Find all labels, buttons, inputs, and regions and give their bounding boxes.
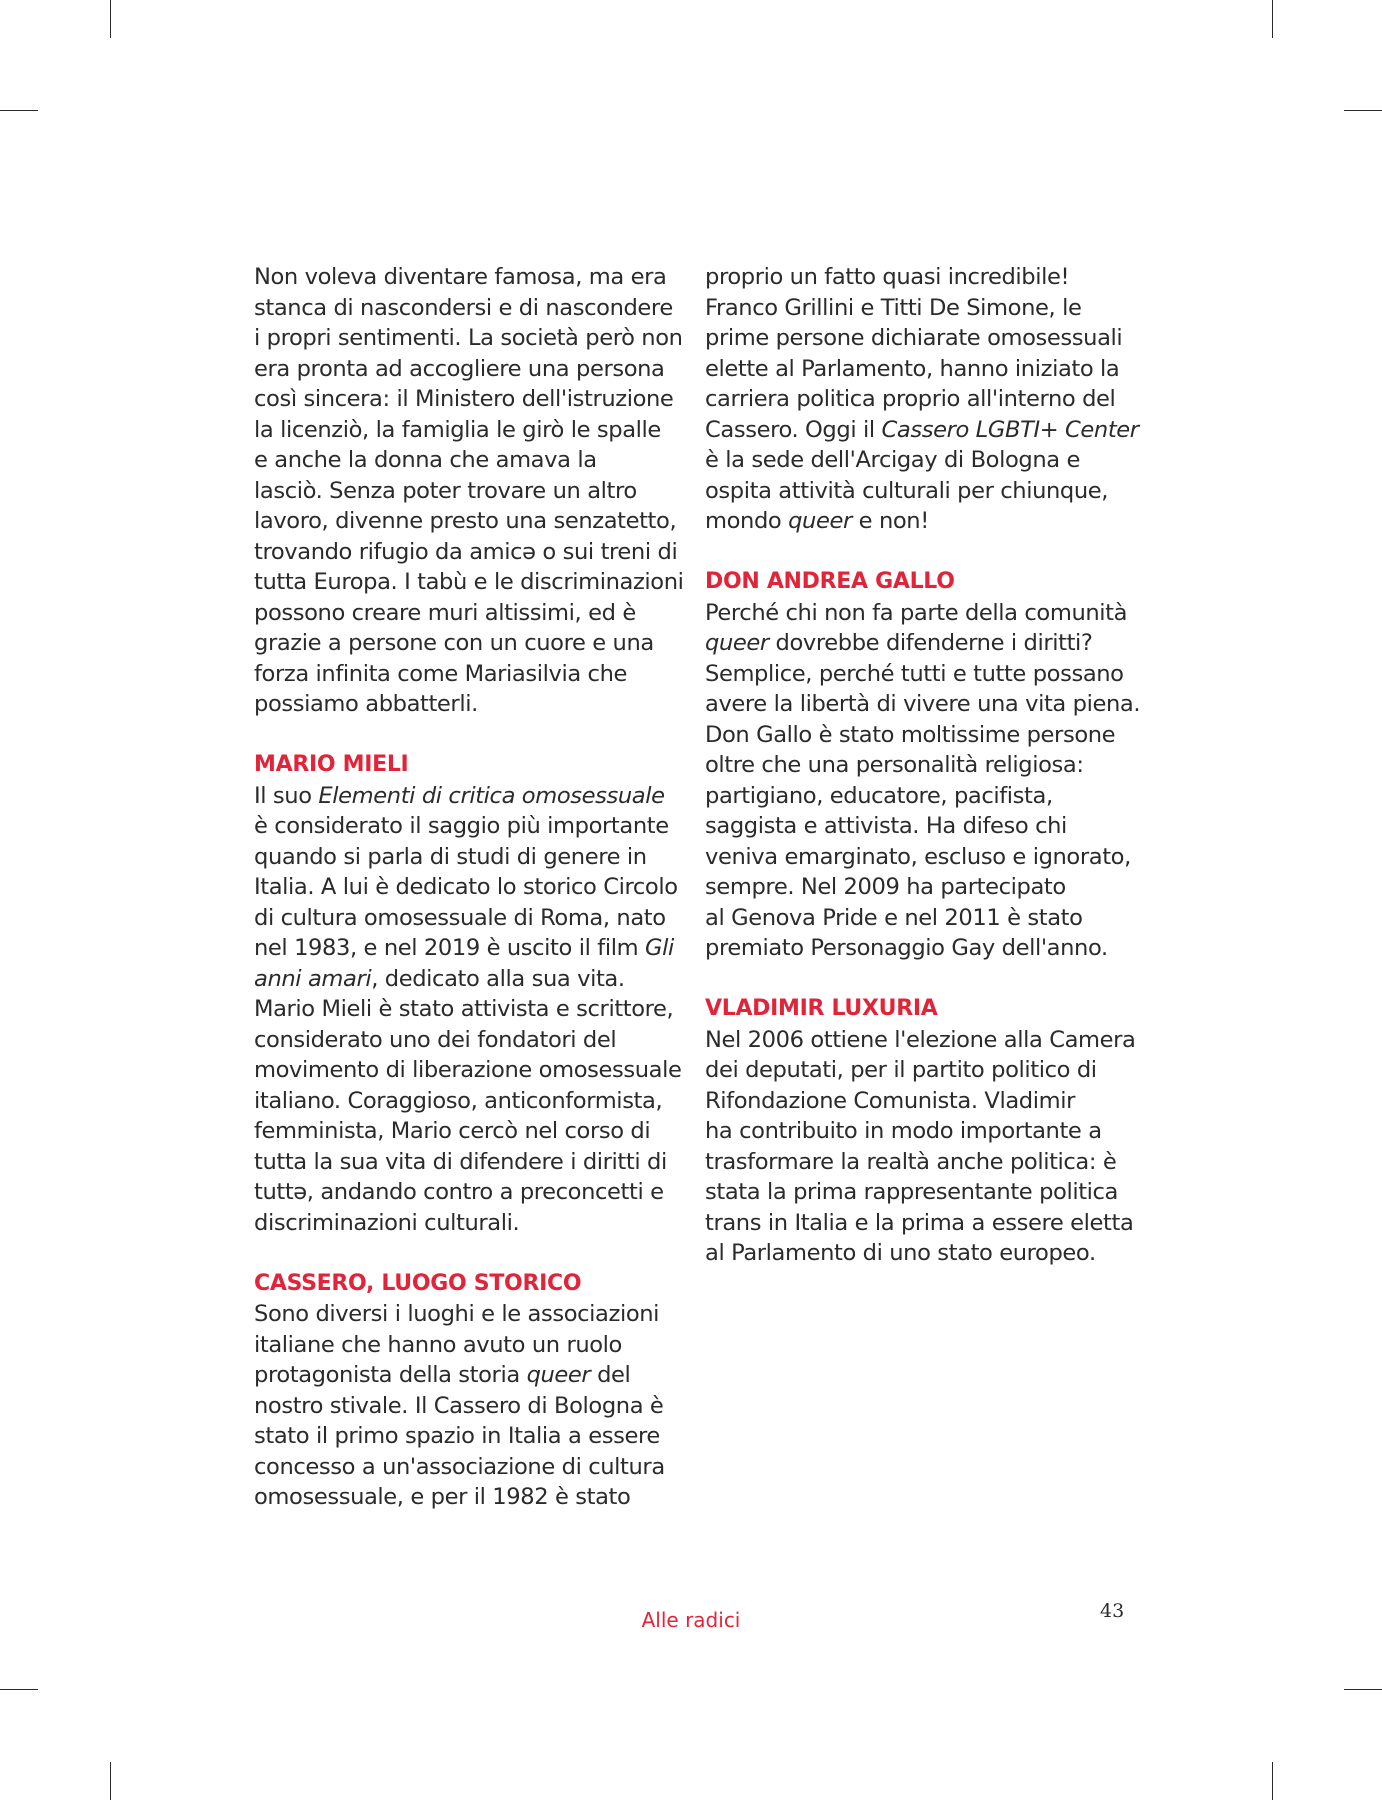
text-line: concesso a un'associazione di cultura bbox=[254, 1453, 665, 1480]
text-line: Semplice, perché tutti e tutte possano bbox=[705, 660, 1124, 687]
section-mario-mieli bbox=[254, 750, 684, 1238]
text-line: stata la prima rappresentante politica bbox=[705, 1179, 1119, 1205]
text-line: discriminazioni culturali. bbox=[254, 1209, 520, 1236]
section-heading: MARIO MIELI bbox=[254, 752, 409, 777]
text-line: possiamo abbatterli. bbox=[254, 691, 478, 717]
text-line: nel 1983, e nel 2019 è uscito il film Gli bbox=[254, 935, 674, 961]
text-line: Don Gallo è stato moltissime persone bbox=[705, 721, 1116, 748]
text-line: Il suo Elementi di critica omosessuale bbox=[254, 782, 665, 809]
running-footer-title: Alle radici bbox=[641, 1608, 741, 1632]
text-line: veniva emarginato, escluso e ignorato, bbox=[705, 843, 1131, 870]
text-line: proprio un fatto quasi incredibile! bbox=[705, 264, 1070, 290]
text-line: movimento di liberazione omosessuale bbox=[254, 1057, 682, 1083]
text-line: protagonista della storia queer del bbox=[254, 1362, 631, 1388]
crop-mark bbox=[110, 0, 111, 38]
text-line: carriera politica proprio all'interno del bbox=[705, 386, 1116, 412]
text-line: stanca di nascondersi e di nascondere bbox=[254, 294, 673, 321]
text-line: prime persone dichiarate omosessuali bbox=[705, 325, 1123, 351]
text-line: al Parlamento di uno stato europeo. bbox=[705, 1240, 1096, 1266]
crop-mark bbox=[1344, 1689, 1382, 1690]
section-vladimir-luxuria bbox=[705, 994, 1135, 1269]
section-heading: DON ANDREA GALLO bbox=[705, 569, 955, 594]
text-line: lasciò. Senza poter trovare un altro bbox=[254, 477, 637, 504]
section-cassero bbox=[254, 1269, 684, 1513]
intro-paragraph bbox=[254, 262, 684, 720]
crop-mark bbox=[0, 110, 38, 111]
text-line: è considerato il saggio più importante bbox=[254, 813, 669, 839]
text-line: italiane che hanno avuto un ruolo bbox=[254, 1331, 622, 1358]
text-line: Sono diversi i luoghi e le associazioni bbox=[254, 1301, 660, 1327]
text-line: i propri sentimenti. La società però non bbox=[254, 325, 683, 351]
text-line: forza infinita come Mariasilvia che bbox=[254, 660, 627, 687]
text-line: Perché chi non fa parte della comunità bbox=[705, 599, 1128, 626]
text-line: la licenziò, la famiglia le girò le spalle bbox=[254, 416, 661, 443]
text-line: stato il primo spazio in Italia a essere bbox=[254, 1423, 660, 1449]
text-line: trans in Italia e la prima a essere eletta bbox=[705, 1209, 1134, 1236]
section-don-andrea-gallo bbox=[705, 567, 1141, 964]
text-line: queer dovrebbe difenderne i diritti? bbox=[705, 630, 1093, 656]
text-line: anni amari, dedicato alla sua vita. bbox=[254, 965, 625, 992]
text-line: e anche la donna che amava la bbox=[254, 447, 597, 473]
crop-mark bbox=[110, 1762, 111, 1800]
text-line: Franco Grillini e Titti De Simone, le bbox=[705, 294, 1082, 321]
cassero-continued bbox=[705, 262, 1139, 537]
text-line: di cultura omosessuale di Roma, nato bbox=[254, 904, 666, 931]
text-line: femminista, Mario cercò nel corso di bbox=[254, 1118, 651, 1144]
text-line: era pronta ad accogliere una persona bbox=[254, 355, 665, 382]
text-line: dei deputati, per il partito politico di bbox=[705, 1057, 1097, 1083]
text-line: Nel 2006 ottiene l'elezione alla Camera bbox=[705, 1026, 1136, 1053]
text-line: avere la libertà di vivere una vita piena. bbox=[705, 691, 1141, 717]
text-line: Non voleva diventare famosa, ma era bbox=[254, 264, 667, 290]
text-line: lavoro, divenne presto una senzatetto, bbox=[254, 508, 677, 534]
text-line: Cassero. Oggi il Cassero LGBTI+ Center bbox=[705, 416, 1139, 443]
page-number: 43 bbox=[1100, 1600, 1125, 1622]
crop-mark bbox=[1272, 0, 1273, 38]
text-line: trasformare la realtà anche politica: è bbox=[705, 1148, 1117, 1175]
text-line: sempre. Nel 2009 ha partecipato bbox=[705, 874, 1066, 900]
section-heading: VLADIMIR LUXURIA bbox=[705, 996, 938, 1021]
text-line: grazie a persone con un cuore e una bbox=[254, 630, 654, 656]
text-line: trovando rifugio da amicə o sui treni di bbox=[254, 538, 678, 565]
text-line: ha contribuito in modo importante a bbox=[705, 1118, 1102, 1144]
text-line: quando si parla di studi di genere in bbox=[254, 843, 647, 870]
text-line: tutta la sua vita di difendere i diritti di bbox=[254, 1148, 667, 1175]
crop-mark bbox=[1272, 1762, 1273, 1800]
text-line: è la sede dell'Arcigay di Bologna e bbox=[705, 447, 1080, 473]
text-line: elette al Parlamento, hanno iniziato la bbox=[705, 355, 1120, 382]
text-line: al Genova Pride e nel 2011 è stato bbox=[705, 904, 1083, 931]
text-line: saggista e attivista. Ha difeso chi bbox=[705, 813, 1067, 839]
text-line: italiano. Coraggioso, anticonformista, bbox=[254, 1087, 663, 1114]
text-line: ospita attività culturali per chiunque, bbox=[705, 477, 1109, 504]
text-line: considerato uno dei fondatori del bbox=[254, 1026, 617, 1053]
text-line: partigiano, educatore, pacifista, bbox=[705, 782, 1053, 809]
text-line: Italia. A lui è dedicato lo storico Circolo bbox=[254, 874, 678, 900]
text-line: possono creare muri altissimi, ed è bbox=[254, 599, 636, 626]
text-line: tutta Europa. I tabù e le discriminazioni bbox=[254, 569, 684, 595]
text-line: premiato Personaggio Gay dell'anno. bbox=[705, 935, 1108, 961]
text-line: nostro stivale. Il Cassero di Bologna è bbox=[254, 1392, 664, 1419]
text-line: mondo queer e non! bbox=[705, 508, 929, 534]
text-line: omosessuale, e per il 1982 è stato bbox=[254, 1484, 631, 1510]
crop-mark bbox=[1344, 110, 1382, 111]
text-line: Rifondazione Comunista. Vladimir bbox=[705, 1087, 1075, 1114]
right-column bbox=[705, 262, 1141, 1269]
text-line: Mario Mieli è stato attivista e scrittore, bbox=[254, 996, 674, 1022]
text-line: così sincera: il Ministero dell'istruzione bbox=[254, 386, 674, 412]
section-heading: CASSERO, LUOGO STORICO bbox=[254, 1270, 582, 1296]
text-line: oltre che una personalità religiosa: bbox=[705, 752, 1084, 778]
left-column bbox=[254, 262, 684, 1513]
text-line: tuttə, andando contro a preconcetti e bbox=[254, 1179, 664, 1205]
crop-mark bbox=[0, 1689, 38, 1690]
